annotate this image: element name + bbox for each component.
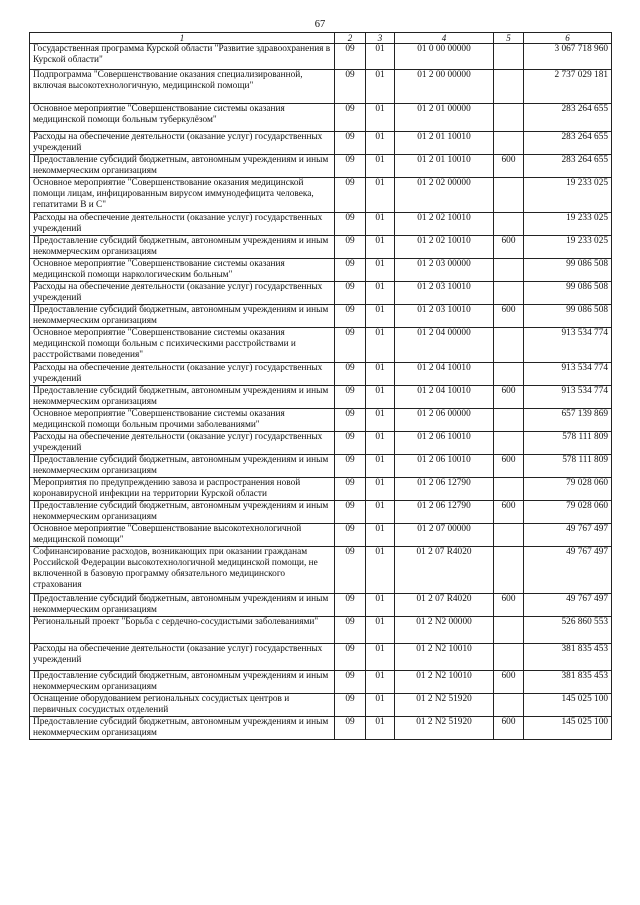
row-expense-type-cell [494, 547, 524, 594]
row-amount-cell: 19 233 025 [524, 178, 612, 213]
row-section-cell: 09 [335, 594, 366, 617]
row-amount-cell: 99 086 508 [524, 259, 612, 282]
table-row [30, 432, 612, 455]
row-name-cell: Подпрограмма "Совершенствование оказания специализированной, включая высокотехнологичную, медицинской помощи" [30, 70, 335, 104]
table-row [30, 70, 612, 104]
budget-table [29, 32, 612, 740]
row-expense-type-cell [494, 178, 524, 213]
row-amount-cell: 578 111 809 [524, 455, 612, 478]
row-subsection-cell: 01 [366, 328, 395, 363]
row-subsection-cell: 01 [366, 305, 395, 328]
table-row [30, 694, 612, 717]
row-amount-cell: 19 233 025 [524, 213, 612, 236]
table-row [30, 155, 612, 178]
row-target-code-cell: 01 2 06 10010 [395, 432, 494, 455]
table-row [30, 644, 612, 671]
row-section-cell: 09 [335, 717, 366, 740]
row-expense-type-cell: 600 [494, 155, 524, 178]
table-row [30, 478, 612, 501]
row-section-cell: 09 [335, 501, 366, 524]
row-subsection-cell: 01 [366, 478, 395, 501]
table-row [30, 501, 612, 524]
row-name-cell: Предоставление субсидий бюджетным, автономным учреждениям и иным некоммерческим организациям [30, 671, 335, 694]
row-subsection-cell: 01 [366, 455, 395, 478]
row-expense-type-cell [494, 524, 524, 547]
header-row [30, 33, 612, 44]
row-section-cell: 09 [335, 132, 366, 155]
row-target-code-cell: 01 2 06 10010 [395, 455, 494, 478]
row-subsection-cell: 01 [366, 717, 395, 740]
row-amount-cell: 49 767 497 [524, 594, 612, 617]
row-amount-cell: 99 086 508 [524, 282, 612, 305]
row-target-code-cell: 01 2 N2 51920 [395, 717, 494, 740]
row-target-code-cell: 01 2 06 12790 [395, 501, 494, 524]
row-expense-type-cell [494, 282, 524, 305]
table-row [30, 328, 612, 363]
row-amount-cell: 99 086 508 [524, 305, 612, 328]
row-section-cell: 09 [335, 455, 366, 478]
row-name-cell: Предоставление субсидий бюджетным, автономным учреждениям и иным некоммерческим организациям [30, 305, 335, 328]
row-amount-cell: 381 835 453 [524, 671, 612, 694]
row-section-cell: 09 [335, 44, 366, 70]
row-name-cell: Основное мероприятие "Совершенствование оказания медицинской помощи лицам, инфицированным вирусом иммунодефицита человека, гепатитами В и С" [30, 178, 335, 213]
row-name-cell: Предоставление субсидий бюджетным, автономным учреждениям и иным некоммерческим организациям [30, 155, 335, 178]
row-subsection-cell: 01 [366, 409, 395, 432]
row-name-cell: Расходы на обеспечение деятельности (оказание услуг) государственных учреждений [30, 363, 335, 386]
header-col-amount: 6 [524, 33, 612, 44]
row-subsection-cell: 01 [366, 363, 395, 386]
row-amount-cell: 145 025 100 [524, 694, 612, 717]
table-row [30, 213, 612, 236]
table-row [30, 132, 612, 155]
row-expense-type-cell [494, 44, 524, 70]
row-amount-cell: 3 067 718 960 [524, 44, 612, 70]
row-amount-cell: 79 028 060 [524, 478, 612, 501]
row-name-cell: Основное мероприятие "Совершенствование системы оказания медицинской помощи больным туберкулёзом" [30, 104, 335, 132]
row-amount-cell: 657 139 869 [524, 409, 612, 432]
row-name-cell: Расходы на обеспечение деятельности (оказание услуг) государственных учреждений [30, 644, 335, 671]
row-target-code-cell: 01 2 02 10010 [395, 236, 494, 259]
header-col-target-code: 4 [395, 33, 494, 44]
row-name-cell: Мероприятия по предупреждению завоза и распространения новой коронавирусной инфекции на территории Курской области [30, 478, 335, 501]
row-subsection-cell: 01 [366, 671, 395, 694]
row-target-code-cell: 01 2 04 10010 [395, 363, 494, 386]
table-row [30, 455, 612, 478]
row-amount-cell: 913 534 774 [524, 328, 612, 363]
row-amount-cell: 145 025 100 [524, 717, 612, 740]
row-amount-cell: 283 264 655 [524, 155, 612, 178]
row-amount-cell: 49 767 497 [524, 524, 612, 547]
row-name-cell: Основное мероприятие "Совершенствование системы оказания медицинской помощи наркологическим больным" [30, 259, 335, 282]
row-expense-type-cell [494, 432, 524, 455]
row-name-cell: Предоставление субсидий бюджетным, автономным учреждениям и иным некоммерческим организациям [30, 236, 335, 259]
page-number: 67 [314, 19, 326, 30]
row-amount-cell: 79 028 060 [524, 501, 612, 524]
row-section-cell: 09 [335, 104, 366, 132]
row-target-code-cell: 01 0 00 00000 [395, 44, 494, 70]
row-name-cell: Основное мероприятие "Совершенствование высокотехнологичной медицинской помощи" [30, 524, 335, 547]
table-row [30, 524, 612, 547]
row-target-code-cell: 01 2 07 R4020 [395, 594, 494, 617]
row-expense-type-cell [494, 259, 524, 282]
row-subsection-cell: 01 [366, 432, 395, 455]
row-subsection-cell: 01 [366, 44, 395, 70]
row-name-cell: Расходы на обеспечение деятельности (оказание услуг) государственных учреждений [30, 132, 335, 155]
row-amount-cell: 526 860 553 [524, 617, 612, 644]
row-subsection-cell: 01 [366, 524, 395, 547]
table-row [30, 236, 612, 259]
table-row [30, 282, 612, 305]
row-target-code-cell: 01 2 07 00000 [395, 524, 494, 547]
row-section-cell: 09 [335, 432, 366, 455]
row-subsection-cell: 01 [366, 132, 395, 155]
row-expense-type-cell: 600 [494, 594, 524, 617]
table-row [30, 259, 612, 282]
row-target-code-cell: 01 2 N2 00000 [395, 617, 494, 644]
row-section-cell: 09 [335, 547, 366, 594]
row-target-code-cell: 01 2 00 00000 [395, 70, 494, 104]
table-row [30, 363, 612, 386]
row-expense-type-cell: 600 [494, 236, 524, 259]
row-expense-type-cell [494, 644, 524, 671]
row-section-cell: 09 [335, 236, 366, 259]
row-section-cell: 09 [335, 178, 366, 213]
row-section-cell: 09 [335, 305, 366, 328]
row-section-cell: 09 [335, 328, 366, 363]
row-amount-cell: 913 534 774 [524, 386, 612, 409]
table-row [30, 44, 612, 70]
row-target-code-cell: 01 2 07 R4020 [395, 547, 494, 594]
row-target-code-cell: 01 2 03 00000 [395, 259, 494, 282]
row-amount-cell: 19 233 025 [524, 236, 612, 259]
row-section-cell: 09 [335, 363, 366, 386]
row-target-code-cell: 01 2 04 00000 [395, 328, 494, 363]
row-expense-type-cell [494, 213, 524, 236]
row-amount-cell: 283 264 655 [524, 132, 612, 155]
row-section-cell: 09 [335, 478, 366, 501]
row-subsection-cell: 01 [366, 386, 395, 409]
row-section-cell: 09 [335, 671, 366, 694]
table-row [30, 178, 612, 213]
row-name-cell: Основное мероприятие "Совершенствование системы оказания медицинской помощи больным с психическими расстройствами и расстройствами поведения" [30, 328, 335, 363]
table-row [30, 617, 612, 644]
row-name-cell: Расходы на обеспечение деятельности (оказание услуг) государственных учреждений [30, 432, 335, 455]
row-section-cell: 09 [335, 524, 366, 547]
row-name-cell: Предоставление субсидий бюджетным, автономным учреждениям и иным некоммерческим организациям [30, 386, 335, 409]
row-target-code-cell: 01 2 06 12790 [395, 478, 494, 501]
row-target-code-cell: 01 2 03 10010 [395, 305, 494, 328]
row-amount-cell: 49 767 497 [524, 547, 612, 594]
row-name-cell: Предоставление субсидий бюджетным, автономным учреждениям и иным некоммерческим организациям [30, 501, 335, 524]
row-expense-type-cell [494, 478, 524, 501]
row-subsection-cell: 01 [366, 594, 395, 617]
row-target-code-cell: 01 2 06 00000 [395, 409, 494, 432]
row-expense-type-cell [494, 409, 524, 432]
row-name-cell: Расходы на обеспечение деятельности (оказание услуг) государственных учреждений [30, 213, 335, 236]
header-col-subsection: 3 [366, 33, 395, 44]
row-subsection-cell: 01 [366, 617, 395, 644]
row-name-cell: Расходы на обеспечение деятельности (оказание услуг) государственных учреждений [30, 282, 335, 305]
row-section-cell: 09 [335, 259, 366, 282]
row-target-code-cell: 01 2 04 10010 [395, 386, 494, 409]
row-section-cell: 09 [335, 386, 366, 409]
row-expense-type-cell [494, 104, 524, 132]
table-row [30, 547, 612, 594]
row-name-cell: Государственная программа Курской области "Развитие здравоохранения в Курской области" [30, 44, 335, 70]
row-target-code-cell: 01 2 01 10010 [395, 155, 494, 178]
row-subsection-cell: 01 [366, 236, 395, 259]
row-subsection-cell: 01 [366, 104, 395, 132]
row-subsection-cell: 01 [366, 70, 395, 104]
row-section-cell: 09 [335, 694, 366, 717]
row-subsection-cell: 01 [366, 644, 395, 671]
row-expense-type-cell: 600 [494, 717, 524, 740]
row-amount-cell: 283 264 655 [524, 104, 612, 132]
row-name-cell: Предоставление субсидий бюджетным, автономным учреждениям и иным некоммерческим организациям [30, 594, 335, 617]
row-name-cell: Оснащение оборудованием региональных сосудистых центров и первичных сосудистых отделений [30, 694, 335, 717]
header-col-section: 2 [335, 33, 366, 44]
row-expense-type-cell: 600 [494, 501, 524, 524]
row-name-cell: Предоставление субсидий бюджетным, автономным учреждениям и иным некоммерческим организациям [30, 717, 335, 740]
table-row [30, 104, 612, 132]
row-subsection-cell: 01 [366, 155, 395, 178]
row-expense-type-cell: 600 [494, 305, 524, 328]
row-name-cell: Основное мероприятие "Совершенствование системы оказания медицинской помощи больным прочими заболеваниями" [30, 409, 335, 432]
row-name-cell: Предоставление субсидий бюджетным, автономным учреждениям и иным некоммерческим организациям [30, 455, 335, 478]
row-amount-cell: 578 111 809 [524, 432, 612, 455]
row-subsection-cell: 01 [366, 282, 395, 305]
row-target-code-cell: 01 2 N2 10010 [395, 644, 494, 671]
row-section-cell: 09 [335, 70, 366, 104]
row-expense-type-cell [494, 132, 524, 155]
table-row [30, 386, 612, 409]
row-target-code-cell: 01 2 03 10010 [395, 282, 494, 305]
row-section-cell: 09 [335, 155, 366, 178]
row-section-cell: 09 [335, 282, 366, 305]
row-subsection-cell: 01 [366, 178, 395, 213]
row-subsection-cell: 01 [366, 694, 395, 717]
row-amount-cell: 913 534 774 [524, 363, 612, 386]
row-target-code-cell: 01 2 N2 10010 [395, 671, 494, 694]
row-target-code-cell: 01 2 01 10010 [395, 132, 494, 155]
row-amount-cell: 2 737 029 181 [524, 70, 612, 104]
row-section-cell: 09 [335, 644, 366, 671]
header-col-name: 1 [30, 33, 335, 44]
row-name-cell: Софинансирование расходов, возникающих при оказании гражданам Российской Федерации высокотехнологичной медицинской помощи, не включенной в базовую программу обязательного медицинского страхования [30, 547, 335, 594]
row-expense-type-cell: 600 [494, 455, 524, 478]
row-expense-type-cell [494, 363, 524, 386]
table-row [30, 594, 612, 617]
row-name-cell: Региональный проект "Борьба с сердечно-сосудистыми заболеваниями" [30, 617, 335, 644]
row-subsection-cell: 01 [366, 213, 395, 236]
row-target-code-cell: 01 2 01 00000 [395, 104, 494, 132]
row-section-cell: 09 [335, 409, 366, 432]
row-target-code-cell: 01 2 02 00000 [395, 178, 494, 213]
row-target-code-cell: 01 2 N2 51920 [395, 694, 494, 717]
row-section-cell: 09 [335, 213, 366, 236]
row-expense-type-cell [494, 617, 524, 644]
table-row [30, 717, 612, 740]
row-section-cell: 09 [335, 617, 366, 644]
table-row [30, 409, 612, 432]
header-col-expense-type: 5 [494, 33, 524, 44]
row-expense-type-cell: 600 [494, 386, 524, 409]
table-row [30, 305, 612, 328]
row-amount-cell: 381 835 453 [524, 644, 612, 671]
row-subsection-cell: 01 [366, 501, 395, 524]
row-subsection-cell: 01 [366, 547, 395, 594]
row-expense-type-cell [494, 328, 524, 363]
row-expense-type-cell [494, 70, 524, 104]
row-subsection-cell: 01 [366, 259, 395, 282]
row-expense-type-cell: 600 [494, 671, 524, 694]
table-row [30, 671, 612, 694]
row-target-code-cell: 01 2 02 10010 [395, 213, 494, 236]
row-expense-type-cell [494, 694, 524, 717]
